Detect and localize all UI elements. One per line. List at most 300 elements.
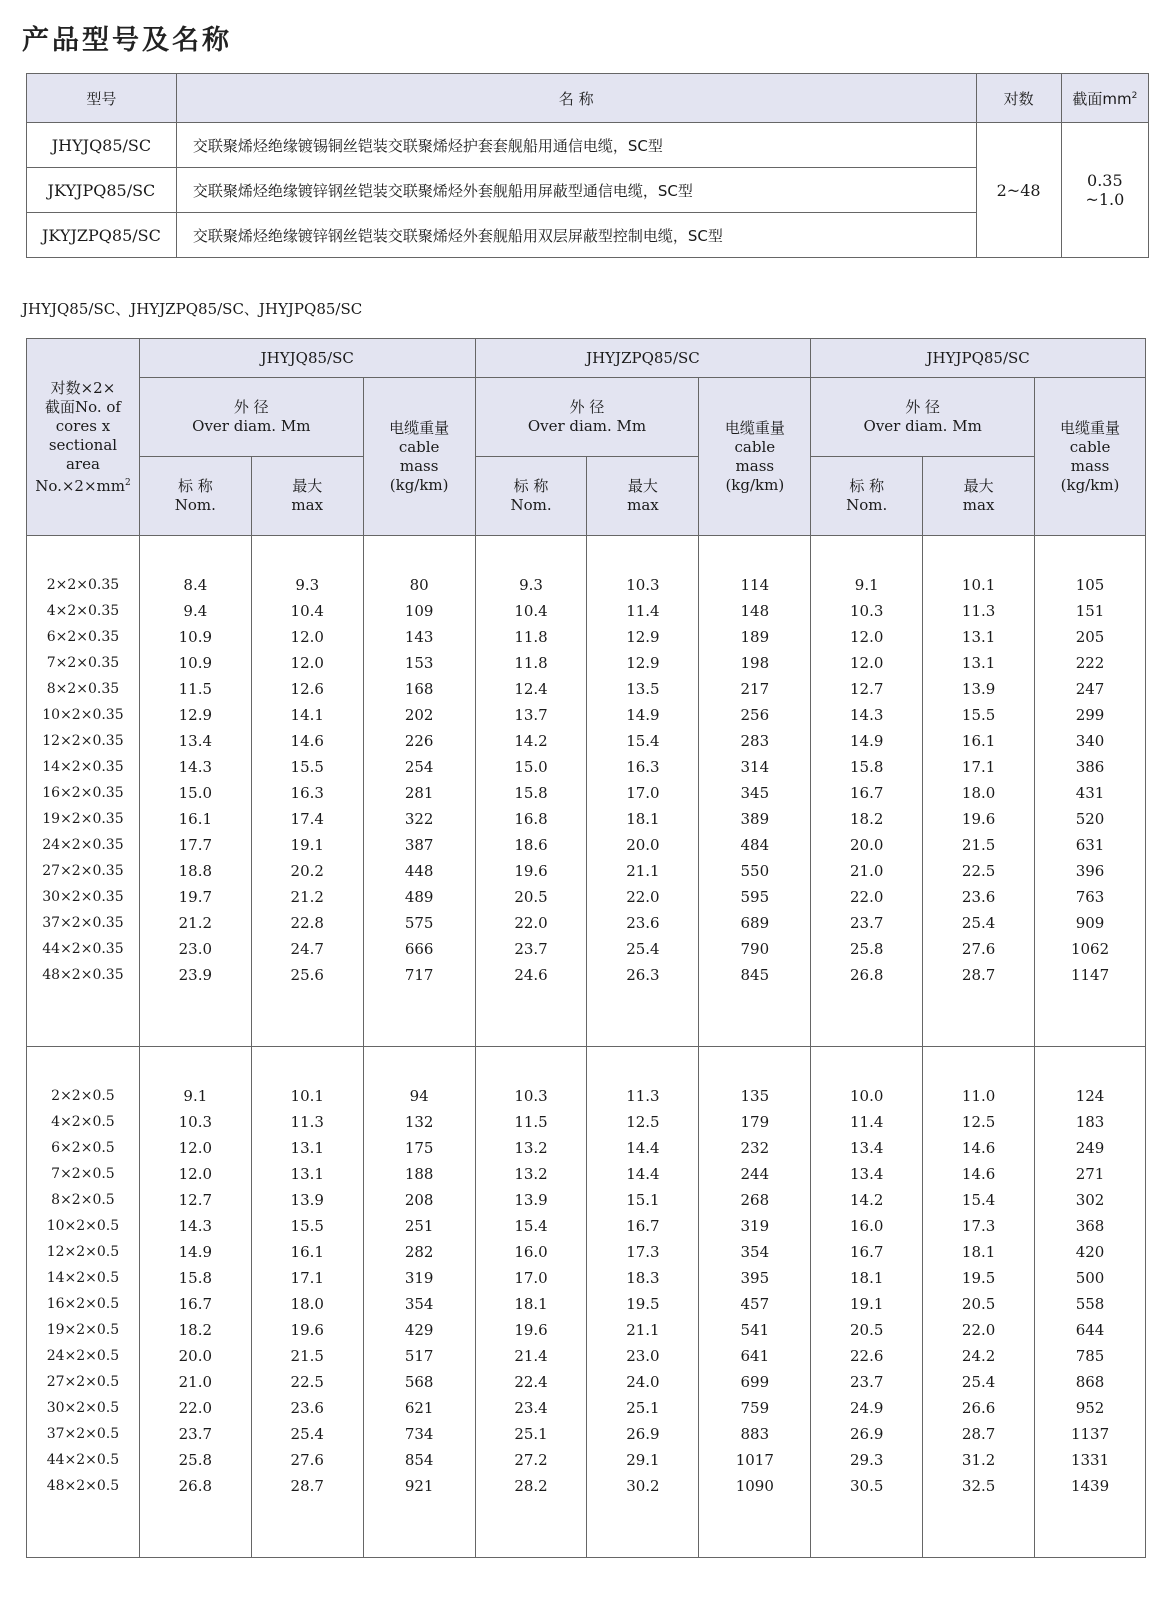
spec-value: 23.4 bbox=[475, 1395, 587, 1421]
spec-value: 717 bbox=[363, 962, 475, 988]
spec-value: 18.3 bbox=[587, 1265, 699, 1291]
spec-value: 282 bbox=[363, 1239, 475, 1265]
spec-value: 319 bbox=[363, 1265, 475, 1291]
spec-value: 18.0 bbox=[251, 1291, 363, 1317]
spec-value: 13.4 bbox=[811, 1161, 923, 1187]
spec-value: 268 bbox=[699, 1187, 811, 1213]
max-header: 最大 max bbox=[587, 457, 699, 536]
spec-value: 11.4 bbox=[587, 598, 699, 624]
name-header: 名 称 bbox=[176, 74, 976, 123]
spec-value: 1439 bbox=[1035, 1473, 1146, 1499]
spec-value: 143 bbox=[363, 624, 475, 650]
spec-value: 909 bbox=[1035, 910, 1146, 936]
spec-size: 27×2×0.35 bbox=[27, 858, 140, 884]
spec-value: 17.4 bbox=[251, 806, 363, 832]
spec-value: 12.9 bbox=[139, 702, 251, 728]
cable-mass-header: 电缆重量 cable mass (kg/km) bbox=[1035, 378, 1146, 536]
spec-value: 354 bbox=[363, 1291, 475, 1317]
spec-value: 208 bbox=[363, 1187, 475, 1213]
spec-value: 135 bbox=[699, 1083, 811, 1109]
over-diam-header: 外 径 Over diam. Mm bbox=[475, 378, 699, 457]
spec-value: 16.1 bbox=[251, 1239, 363, 1265]
spec-value: 314 bbox=[699, 754, 811, 780]
spec-value: 24.6 bbox=[475, 962, 587, 988]
spec-row bbox=[27, 1343, 1146, 1369]
spec-value: 22.0 bbox=[587, 884, 699, 910]
spec-value: 12.9 bbox=[587, 650, 699, 676]
spec-value: 18.1 bbox=[587, 806, 699, 832]
spec-value: 952 bbox=[1035, 1395, 1146, 1421]
spec-value: 25.4 bbox=[923, 910, 1035, 936]
spec-value: 558 bbox=[1035, 1291, 1146, 1317]
spec-value: 24.9 bbox=[811, 1395, 923, 1421]
spec-value: 30.2 bbox=[587, 1473, 699, 1499]
specs-caption: JHYJQ85/SC、JHYJZPQ85/SC、JHYJPQ85/SC bbox=[22, 300, 363, 318]
spec-value: 18.1 bbox=[923, 1239, 1035, 1265]
spec-value: 595 bbox=[699, 884, 811, 910]
spec-value: 19.6 bbox=[251, 1317, 363, 1343]
spec-value: 18.2 bbox=[139, 1317, 251, 1343]
spec-value: 153 bbox=[363, 650, 475, 676]
spec-size: 48×2×0.5 bbox=[27, 1473, 140, 1499]
spec-size: 14×2×0.35 bbox=[27, 754, 140, 780]
spec-value: 21.5 bbox=[923, 832, 1035, 858]
spec-value: 16.7 bbox=[811, 1239, 923, 1265]
spec-value: 354 bbox=[699, 1239, 811, 1265]
spec-row bbox=[27, 832, 1146, 858]
spec-value: 9.3 bbox=[475, 572, 587, 598]
spec-size: 30×2×0.5 bbox=[27, 1395, 140, 1421]
spec-value: 13.1 bbox=[251, 1135, 363, 1161]
spec-value: 14.3 bbox=[139, 754, 251, 780]
spec-size: 6×2×0.5 bbox=[27, 1135, 140, 1161]
spec-value: 17.0 bbox=[475, 1265, 587, 1291]
spec-value: 689 bbox=[699, 910, 811, 936]
spec-value: 11.0 bbox=[923, 1083, 1035, 1109]
spec-value: 249 bbox=[1035, 1135, 1146, 1161]
spec-value: 11.3 bbox=[251, 1109, 363, 1135]
spec-value: 16.7 bbox=[811, 780, 923, 806]
spec-row bbox=[27, 1473, 1146, 1499]
product-model: JKYJZPQ85/SC bbox=[27, 213, 177, 258]
spec-row bbox=[27, 936, 1146, 962]
spec-value: 94 bbox=[363, 1083, 475, 1109]
spec-value: 621 bbox=[363, 1395, 475, 1421]
spec-value: 22.8 bbox=[251, 910, 363, 936]
spec-value: 23.0 bbox=[139, 936, 251, 962]
spec-value: 27.6 bbox=[251, 1447, 363, 1473]
spec-value: 17.1 bbox=[923, 754, 1035, 780]
spec-value: 17.7 bbox=[139, 832, 251, 858]
spec-value: 13.2 bbox=[475, 1161, 587, 1187]
spec-value: 9.3 bbox=[251, 572, 363, 598]
spec-size: 30×2×0.35 bbox=[27, 884, 140, 910]
spec-value: 21.1 bbox=[587, 1317, 699, 1343]
spec-row bbox=[27, 1395, 1146, 1421]
spec-value: 22.5 bbox=[923, 858, 1035, 884]
spec-value: 340 bbox=[1035, 728, 1146, 754]
spec-value: 785 bbox=[1035, 1343, 1146, 1369]
spec-value: 845 bbox=[699, 962, 811, 988]
spec-size: 2×2×0.5 bbox=[27, 1083, 140, 1109]
spec-size: 12×2×0.35 bbox=[27, 728, 140, 754]
spec-row bbox=[27, 910, 1146, 936]
spec-value: 28.7 bbox=[251, 1473, 363, 1499]
spec-value: 12.0 bbox=[251, 650, 363, 676]
spec-value: 11.5 bbox=[139, 676, 251, 702]
spec-value: 105 bbox=[1035, 572, 1146, 598]
spec-size: 16×2×0.35 bbox=[27, 780, 140, 806]
spec-row bbox=[27, 1239, 1146, 1265]
spec-value: 22.4 bbox=[475, 1369, 587, 1395]
spec-value: 15.4 bbox=[475, 1213, 587, 1239]
spec-value: 80 bbox=[363, 572, 475, 598]
spec-value: 151 bbox=[1035, 598, 1146, 624]
spec-value: 16.0 bbox=[811, 1213, 923, 1239]
spec-value: 9.4 bbox=[139, 598, 251, 624]
spec-value: 11.4 bbox=[811, 1109, 923, 1135]
spec-value: 25.8 bbox=[139, 1447, 251, 1473]
spec-value: 22.0 bbox=[475, 910, 587, 936]
nom-header: 标 称 Nom. bbox=[811, 457, 923, 536]
spec-value: 281 bbox=[363, 780, 475, 806]
specs-table bbox=[26, 338, 1146, 1558]
spec-row bbox=[27, 676, 1146, 702]
spec-value: 19.1 bbox=[811, 1291, 923, 1317]
spec-value: 23.0 bbox=[587, 1343, 699, 1369]
product-row bbox=[27, 123, 1149, 168]
spec-value: 517 bbox=[363, 1343, 475, 1369]
spec-value: 22.0 bbox=[139, 1395, 251, 1421]
spec-value: 226 bbox=[363, 728, 475, 754]
spec-value: 222 bbox=[1035, 650, 1146, 676]
spec-value: 13.4 bbox=[139, 728, 251, 754]
spec-value: 500 bbox=[1035, 1265, 1146, 1291]
spec-value: 31.2 bbox=[923, 1447, 1035, 1473]
group-header: JHYJQ85/SC bbox=[139, 339, 475, 378]
spec-row bbox=[27, 1421, 1146, 1447]
over-diam-header: 外 径 Over diam. Mm bbox=[811, 378, 1035, 457]
spec-row bbox=[27, 1187, 1146, 1213]
spec-value: 32.5 bbox=[923, 1473, 1035, 1499]
spec-size: 44×2×0.35 bbox=[27, 936, 140, 962]
spec-value: 14.2 bbox=[811, 1187, 923, 1213]
spec-value: 868 bbox=[1035, 1369, 1146, 1395]
spec-value: 1147 bbox=[1035, 962, 1146, 988]
spec-value: 12.7 bbox=[139, 1187, 251, 1213]
spec-value: 11.5 bbox=[475, 1109, 587, 1135]
spec-row bbox=[27, 780, 1146, 806]
spec-value: 10.1 bbox=[923, 572, 1035, 598]
spec-value: 15.4 bbox=[587, 728, 699, 754]
spec-value: 18.6 bbox=[475, 832, 587, 858]
spec-value: 13.9 bbox=[475, 1187, 587, 1213]
spec-value: 25.8 bbox=[811, 936, 923, 962]
spec-value: 14.3 bbox=[139, 1213, 251, 1239]
cable-mass-header: 电缆重量 cable mass (kg/km) bbox=[363, 378, 475, 536]
spec-value: 124 bbox=[1035, 1083, 1146, 1109]
spec-value: 25.6 bbox=[251, 962, 363, 988]
nom-header: 标 称 Nom. bbox=[139, 457, 251, 536]
spec-value: 15.5 bbox=[251, 1213, 363, 1239]
spec-value: 168 bbox=[363, 676, 475, 702]
product-model: JKYJPQ85/SC bbox=[27, 168, 177, 213]
spec-value: 18.0 bbox=[923, 780, 1035, 806]
spec-value: 12.0 bbox=[139, 1135, 251, 1161]
spec-value: 27.2 bbox=[475, 1447, 587, 1473]
spec-value: 20.5 bbox=[475, 884, 587, 910]
spec-value: 396 bbox=[1035, 858, 1146, 884]
spec-value: 448 bbox=[363, 858, 475, 884]
spec-value: 16.3 bbox=[251, 780, 363, 806]
spec-value: 1017 bbox=[699, 1447, 811, 1473]
spec-value: 30.5 bbox=[811, 1473, 923, 1499]
spec-row bbox=[27, 598, 1146, 624]
spec-value: 13.5 bbox=[587, 676, 699, 702]
spec-value: 29.3 bbox=[811, 1447, 923, 1473]
spec-value: 734 bbox=[363, 1421, 475, 1447]
spec-value: 26.8 bbox=[811, 962, 923, 988]
spec-value: 10.4 bbox=[475, 598, 587, 624]
spec-row bbox=[27, 1083, 1146, 1109]
spec-value: 302 bbox=[1035, 1187, 1146, 1213]
spec-row bbox=[27, 754, 1146, 780]
pairs-header: 对数 bbox=[976, 74, 1061, 123]
spec-value: 20.5 bbox=[923, 1291, 1035, 1317]
spec-value: 19.6 bbox=[475, 1317, 587, 1343]
spec-value: 13.1 bbox=[923, 650, 1035, 676]
spec-value: 202 bbox=[363, 702, 475, 728]
spec-value: 12.7 bbox=[811, 676, 923, 702]
spec-value: 24.0 bbox=[587, 1369, 699, 1395]
spec-value: 420 bbox=[1035, 1239, 1146, 1265]
spec-value: 22.6 bbox=[811, 1343, 923, 1369]
spec-value: 10.4 bbox=[251, 598, 363, 624]
spec-value: 13.1 bbox=[923, 624, 1035, 650]
spec-value: 11.8 bbox=[475, 650, 587, 676]
spec-value: 23.7 bbox=[811, 1369, 923, 1395]
spec-row bbox=[27, 1447, 1146, 1473]
spec-size: 4×2×0.5 bbox=[27, 1109, 140, 1135]
spec-size: 27×2×0.5 bbox=[27, 1369, 140, 1395]
group-header: JHYJPQ85/SC bbox=[811, 339, 1146, 378]
spec-value: 254 bbox=[363, 754, 475, 780]
spec-value: 23.6 bbox=[923, 884, 1035, 910]
spec-value: 20.5 bbox=[811, 1317, 923, 1343]
spec-value: 19.7 bbox=[139, 884, 251, 910]
spec-value: 28.7 bbox=[923, 1421, 1035, 1447]
spec-value: 541 bbox=[699, 1317, 811, 1343]
model-header: 型号 bbox=[27, 74, 177, 123]
spec-value: 12.4 bbox=[475, 676, 587, 702]
spec-size: 19×2×0.5 bbox=[27, 1317, 140, 1343]
spec-value: 17.3 bbox=[923, 1213, 1035, 1239]
spec-value: 368 bbox=[1035, 1213, 1146, 1239]
spec-row bbox=[27, 624, 1146, 650]
spec-row bbox=[27, 650, 1146, 676]
spec-value: 11.8 bbox=[475, 624, 587, 650]
spec-value: 13.2 bbox=[475, 1135, 587, 1161]
spec-value: 14.2 bbox=[475, 728, 587, 754]
spec-size: 10×2×0.5 bbox=[27, 1213, 140, 1239]
spec-value: 14.1 bbox=[251, 702, 363, 728]
spec-size: 24×2×0.35 bbox=[27, 832, 140, 858]
spec-value: 489 bbox=[363, 884, 475, 910]
spec-value: 21.2 bbox=[139, 910, 251, 936]
spec-value: 12.6 bbox=[251, 676, 363, 702]
spec-size: 19×2×0.35 bbox=[27, 806, 140, 832]
spec-value: 17.1 bbox=[251, 1265, 363, 1291]
spec-value: 18.1 bbox=[475, 1291, 587, 1317]
spec-value: 244 bbox=[699, 1161, 811, 1187]
spec-row bbox=[27, 1109, 1146, 1135]
product-name: 交联聚烯烃绝缘镀锌钢丝铠装交联聚烯烃外套舰船用屏蔽型通信电缆，SC型 bbox=[176, 168, 976, 213]
spec-value: 13.9 bbox=[251, 1187, 363, 1213]
spec-value: 148 bbox=[699, 598, 811, 624]
spec-value: 18.1 bbox=[811, 1265, 923, 1291]
spec-value: 283 bbox=[699, 728, 811, 754]
spec-value: 10.0 bbox=[811, 1083, 923, 1109]
spec-value: 14.3 bbox=[811, 702, 923, 728]
spec-value: 114 bbox=[699, 572, 811, 598]
spec-value: 217 bbox=[699, 676, 811, 702]
spec-value: 18.8 bbox=[139, 858, 251, 884]
spec-value: 429 bbox=[363, 1317, 475, 1343]
spec-value: 26.9 bbox=[811, 1421, 923, 1447]
spec-value: 247 bbox=[1035, 676, 1146, 702]
spec-size: 44×2×0.5 bbox=[27, 1447, 140, 1473]
spec-value: 641 bbox=[699, 1343, 811, 1369]
spec-size: 37×2×0.35 bbox=[27, 910, 140, 936]
product-name: 交联聚烯烃绝缘镀锌钢丝铠装交联聚烯烃外套舰船用双层屏蔽型控制电缆，SC型 bbox=[176, 213, 976, 258]
spec-value: 25.4 bbox=[587, 936, 699, 962]
spec-value: 790 bbox=[699, 936, 811, 962]
group-header: JHYJZPQ85/SC bbox=[475, 339, 811, 378]
spec-value: 431 bbox=[1035, 780, 1146, 806]
spec-value: 550 bbox=[699, 858, 811, 884]
max-header: 最大 max bbox=[923, 457, 1035, 536]
spec-value: 10.9 bbox=[139, 650, 251, 676]
spec-value: 12.0 bbox=[811, 624, 923, 650]
spec-value: 319 bbox=[699, 1213, 811, 1239]
spec-value: 16.8 bbox=[475, 806, 587, 832]
over-diam-header: 外 径 Over diam. Mm bbox=[139, 378, 363, 457]
spec-value: 28.2 bbox=[475, 1473, 587, 1499]
spec-value: 256 bbox=[699, 702, 811, 728]
spec-value: 23.7 bbox=[811, 910, 923, 936]
spec-value: 23.7 bbox=[139, 1421, 251, 1447]
spec-value: 22.5 bbox=[251, 1369, 363, 1395]
spec-value: 9.1 bbox=[139, 1083, 251, 1109]
spec-row bbox=[27, 806, 1146, 832]
spec-size: 10×2×0.35 bbox=[27, 702, 140, 728]
spec-value: 644 bbox=[1035, 1317, 1146, 1343]
spec-row bbox=[27, 962, 1146, 988]
spec-row bbox=[27, 1317, 1146, 1343]
spec-value: 19.5 bbox=[923, 1265, 1035, 1291]
spec-value: 15.5 bbox=[923, 702, 1035, 728]
spec-row bbox=[27, 702, 1146, 728]
spec-size: 6×2×0.35 bbox=[27, 624, 140, 650]
spec-value: 16.7 bbox=[587, 1213, 699, 1239]
size-header: 对数×2× 截面No. of cores x sectional area $No.\times 2\times mm^2$ bbox=[27, 339, 140, 536]
spec-value: 666 bbox=[363, 936, 475, 962]
spec-value: 21.5 bbox=[251, 1343, 363, 1369]
spec-value: 25.1 bbox=[475, 1421, 587, 1447]
spec-value: 10.3 bbox=[475, 1083, 587, 1109]
spec-value: 15.8 bbox=[475, 780, 587, 806]
spec-size: 48×2×0.35 bbox=[27, 962, 140, 988]
spec-value: 13.7 bbox=[475, 702, 587, 728]
spec-row bbox=[27, 572, 1146, 598]
cable-mass-header: 电缆重量 cable mass (kg/km) bbox=[699, 378, 811, 536]
spec-value: 299 bbox=[1035, 702, 1146, 728]
spec-value: 12.0 bbox=[811, 650, 923, 676]
spec-value: 14.4 bbox=[587, 1135, 699, 1161]
spec-row bbox=[27, 1213, 1146, 1239]
spec-value: 12.0 bbox=[251, 624, 363, 650]
spec-value: 520 bbox=[1035, 806, 1146, 832]
spec-value: 457 bbox=[699, 1291, 811, 1317]
spec-value: 8.4 bbox=[139, 572, 251, 598]
spec-value: 484 bbox=[699, 832, 811, 858]
spec-value: 14.4 bbox=[587, 1161, 699, 1187]
spec-size: 4×2×0.35 bbox=[27, 598, 140, 624]
spec-value: 198 bbox=[699, 650, 811, 676]
spec-value: 883 bbox=[699, 1421, 811, 1447]
spec-value: 10.1 bbox=[251, 1083, 363, 1109]
spec-value: 21.0 bbox=[139, 1369, 251, 1395]
section-value: 0.35 ~1.0 bbox=[1061, 123, 1148, 258]
spec-value: 763 bbox=[1035, 884, 1146, 910]
spec-row bbox=[27, 1135, 1146, 1161]
spec-size: 14×2×0.5 bbox=[27, 1265, 140, 1291]
spec-value: 14.9 bbox=[587, 702, 699, 728]
spec-value: 25.1 bbox=[587, 1395, 699, 1421]
product-table bbox=[26, 73, 1149, 258]
spec-value: 322 bbox=[363, 806, 475, 832]
spec-value: 20.0 bbox=[139, 1343, 251, 1369]
spacer-row bbox=[27, 1047, 1146, 1084]
spec-size: 7×2×0.5 bbox=[27, 1161, 140, 1187]
spec-value: 11.3 bbox=[923, 598, 1035, 624]
spec-value: 24.2 bbox=[923, 1343, 1035, 1369]
spec-value: 387 bbox=[363, 832, 475, 858]
spec-value: 15.8 bbox=[811, 754, 923, 780]
spec-value: 21.2 bbox=[251, 884, 363, 910]
nom-header: 标 称 Nom. bbox=[475, 457, 587, 536]
spec-value: 19.5 bbox=[587, 1291, 699, 1317]
spec-row bbox=[27, 858, 1146, 884]
spacer-row bbox=[27, 1499, 1146, 1558]
spec-value: 12.5 bbox=[923, 1109, 1035, 1135]
spec-value: 251 bbox=[363, 1213, 475, 1239]
spec-value: 20.2 bbox=[251, 858, 363, 884]
spec-value: 19.6 bbox=[475, 858, 587, 884]
spec-value: 22.0 bbox=[923, 1317, 1035, 1343]
spec-value: 20.0 bbox=[811, 832, 923, 858]
spec-value: 1331 bbox=[1035, 1447, 1146, 1473]
spec-size: 7×2×0.35 bbox=[27, 650, 140, 676]
spec-value: 188 bbox=[363, 1161, 475, 1187]
spec-value: 21.1 bbox=[587, 858, 699, 884]
page-title: 产品型号及名称 bbox=[22, 25, 232, 56]
spec-value: 15.1 bbox=[587, 1187, 699, 1213]
spec-value: 921 bbox=[363, 1473, 475, 1499]
spec-value: 699 bbox=[699, 1369, 811, 1395]
spec-value: 15.4 bbox=[923, 1187, 1035, 1213]
spec-value: 18.2 bbox=[811, 806, 923, 832]
